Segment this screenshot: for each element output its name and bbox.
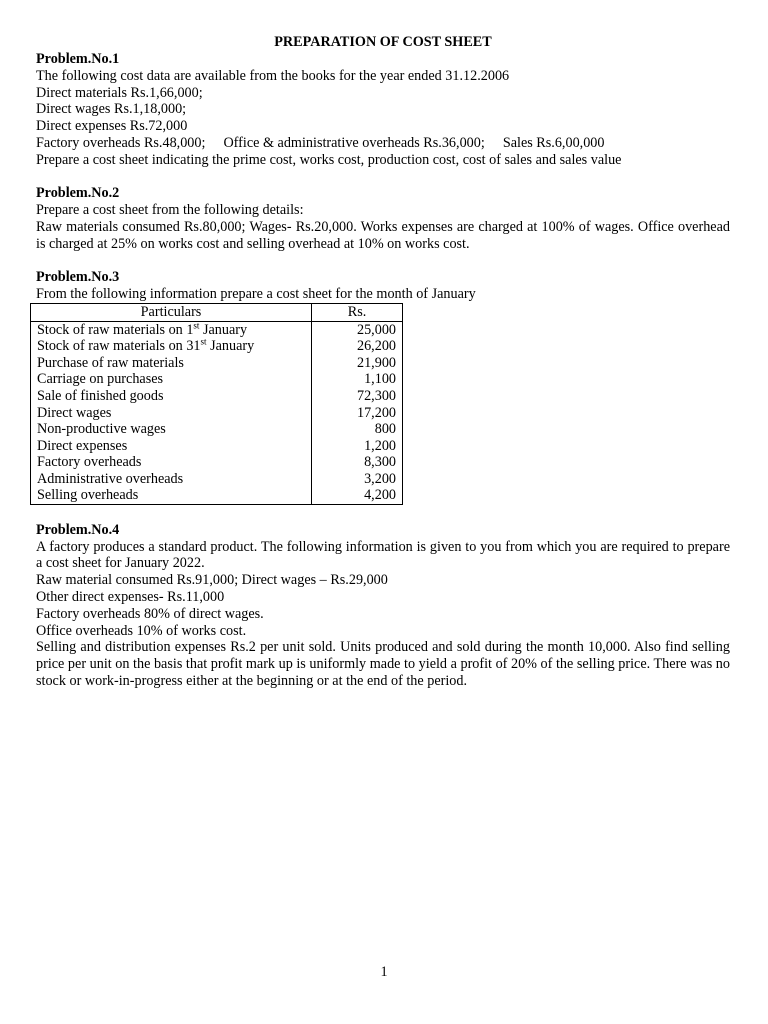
particular-label: Factory overheads [37,454,142,471]
problem-4-heading: Problem.No.4 [36,521,120,538]
table-cell-amount: 800 [312,421,403,438]
table-row [31,487,403,504]
particular-label: Stock of raw materials on 31 [37,338,201,355]
table-row [31,405,403,422]
table-cell-particular [31,454,312,471]
table-row [31,355,403,372]
problem-2-intro: Prepare a cost sheet from the following details: [36,202,304,219]
table-cell-particular [31,487,312,504]
table-cell-particular [31,405,312,422]
table-header-row [31,303,403,321]
table-cell-amount: 1,200 [312,438,403,455]
particular-label: Stock of raw materials on 1 [37,321,194,338]
problem-2-heading: Problem.No.2 [36,185,120,202]
table-cell-amount: 21,900 [312,355,403,372]
particular-label: Sale of finished goods [37,387,164,404]
column-header-particulars: Particulars [31,303,312,321]
column-header-amount: Rs. [312,303,403,321]
table-cell-amount: 1,100 [312,371,403,388]
table-cell-amount: 8,300 [312,454,403,471]
problem-1-heading: Problem.No.1 [36,51,120,67]
ordinal-suffix: st [193,319,200,330]
problem-2 [36,185,730,252]
particular-label: Direct expenses [37,437,128,454]
problem-1-office-overheads: Office & administrative overheads Rs.36,000; [223,134,485,151]
problem-3-intro: From the following information prepare a cost sheet for the month of January [36,286,476,303]
table-cell-amount: 4,200 [312,487,403,504]
problem-1-item: Direct wages Rs.1,18,000; [36,101,187,118]
table-cell-particular [31,388,312,405]
problem-4 [36,522,730,690]
table-row [31,454,403,471]
particular-suffix: January [206,338,255,355]
problem-3 [36,269,730,505]
page-number: 1 [380,964,388,980]
problem-4-closing: Selling and distribution expenses Rs.2 per unit sold. Units produced and sold during the month 10,000. Also find selling price per unit on the basis that profit mark up is uniformly made to yield a profit of 20% of the selling price. There was no stock or work-in-progress either at the beginning or at the end of the period. [36,639,730,690]
table-cell-particular [31,371,312,388]
document-page [36,34,730,690]
table-row [31,438,403,455]
particular-label: Direct wages [37,404,112,421]
problem-1-factory-overheads: Factory overheads Rs.48,000; [36,134,206,151]
table-cell-particular [31,438,312,455]
problem-4-line: Other direct expenses- Rs.11,000 [36,589,225,606]
table-row [31,371,403,388]
problem-1 [36,51,730,169]
problem-1-intro: The following cost data are available from the books for the year ended 31.12.2006 [36,67,510,84]
problem-1-overheads-line [36,135,730,152]
table-cell-amount: 72,300 [312,388,403,405]
table-row [31,471,403,488]
table-row [31,338,403,355]
table-row [31,421,403,438]
particular-label: Administrative overheads [37,470,184,487]
problem-1-item: Direct expenses Rs.72,000 [36,118,188,135]
table-cell-particular [31,355,312,372]
problem-4-line: Factory overheads 80% of direct wages. [36,605,264,622]
table-cell-particular [31,471,312,488]
problem-1-instruction: Prepare a cost sheet indicating the prime cost, works cost, production cost, cost of sales and sales value [36,151,622,168]
problem-3-heading: Problem.No.3 [36,269,120,286]
table-cell-amount: 26,200 [312,338,403,355]
table-cell-particular [31,421,312,438]
particular-label: Non-productive wages [37,421,166,438]
particular-suffix: January [199,321,248,338]
problem-1-item: Direct materials Rs.1,66,000; [36,84,203,101]
problem-4-intro: A factory produces a standard product. The following information is given to you from which you are required to prepare a cost sheet for January 2022. [36,538,730,572]
problem-4-line: Office overheads 10% of works cost. [36,622,247,639]
table-cell-amount: 25,000 [312,321,403,338]
problem-2-details: Raw materials consumed Rs.80,000; Wages- Rs.20,000. Works expenses are charged at 100% of wages. Office overhead is charged at 25% on works cost and selling overhead at 10% on works cost. [36,218,730,252]
table-cell-amount: 3,200 [312,471,403,488]
problem-4-line: Raw material consumed Rs.91,000; Direct wages – Rs.29,000 [36,572,388,589]
table-row [31,388,403,405]
cost-data-table [30,303,403,505]
table-row [31,321,403,338]
page-title: PREPARATION OF COST SHEET [274,34,492,50]
problem-1-sales: Sales Rs.6,00,000 [502,134,605,151]
ordinal-suffix: st [200,336,207,347]
particular-label: Carriage on purchases [37,371,164,388]
table-cell-particular [31,338,312,355]
table-cell-amount: 17,200 [312,405,403,422]
particular-label: Selling overheads [37,487,139,504]
particular-label: Purchase of raw materials [37,354,184,371]
table-cell-particular [31,321,312,338]
